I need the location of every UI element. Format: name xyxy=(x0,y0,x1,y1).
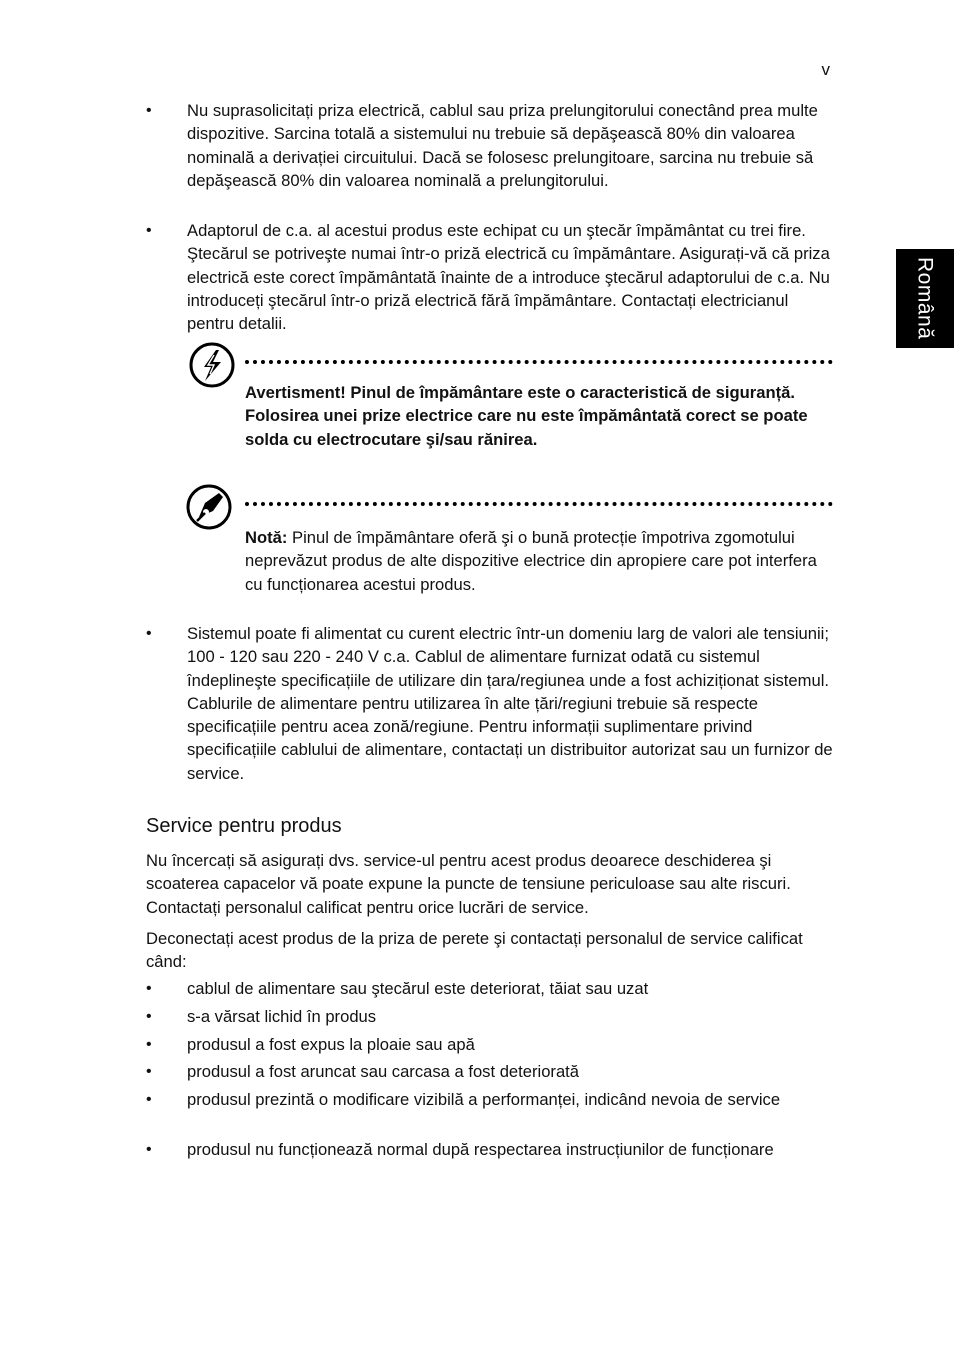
list-item xyxy=(146,622,836,785)
language-tab-label: Română xyxy=(913,257,937,340)
language-tab xyxy=(896,249,954,348)
list-item xyxy=(146,1033,836,1056)
bullet-icon: • xyxy=(146,980,152,997)
note-divider xyxy=(245,502,833,506)
warning-text: Avertisment! Pinul de împământare este o caracteristică de siguranță. Folosirea unei prize electrice care nu este împământată corect se poate solda cu electrocutare şi/sau rănirea. xyxy=(245,383,808,449)
list-item-text: Sistemul poate fi alimentat cu curent electric într-un domeniu larg de valori ale tensiunii; 100 - 120 sau 220 - 240 V c.a. Cablul de alimentare furnizat odată cu sistemul îndeplineşte specificațiile de utilizare din țara/regiunea unde a fost achiziționat sistemul. Cablurile de alimentare pentru utilizarea în alte țări/regiuni trebuie să respecte specificațiile pentru acea zonă/regiune. Pentru informații suplimentare privind specificațiile cablului de alimentare, contactați un distribuitor autorizat sau un furnizor de service. xyxy=(187,624,833,783)
list-item-text: produsul a fost expus la ploaie sau apă xyxy=(187,1035,475,1054)
list-item-text: produsul nu funcționează normal după respectarea instrucțiunilor de funcționare xyxy=(187,1140,774,1159)
bullet-icon: • xyxy=(146,222,152,239)
bullet-icon: • xyxy=(146,1063,152,1080)
warning-divider xyxy=(245,360,833,364)
lightning-warning-icon xyxy=(188,341,236,395)
bullet-icon: • xyxy=(146,625,152,642)
list-item xyxy=(146,1005,836,1028)
paragraph: Deconectați acest produs de la priza de perete şi contactați personalul de service calificat când: xyxy=(146,929,803,972)
page-number: v xyxy=(821,60,830,79)
bullet-icon: • xyxy=(146,1141,152,1158)
paragraph: Nu încercați să asigurați dvs. service-ul pentru acest produs deoarece deschiderea şi scoaterea capacelor vă poate expune la puncte de tensiune periculoase sau alte riscuri. Contactați personalul calificat pentru orice lucrări de service. xyxy=(146,851,791,917)
note-label: Notă: xyxy=(245,528,288,547)
list-item-text: produsul a fost aruncat sau carcasa a fost deteriorată xyxy=(187,1062,580,1081)
note-text: Pinul de împământare oferă şi o bună protecție împotriva zgomotului neprevăzut produs de alte dispozitive electrice din apropiere care pot interfera cu funcționarea acestui produs. xyxy=(245,528,817,594)
list-item xyxy=(146,1088,836,1111)
list-item-text: Adaptorul de c.a. al acestui produs este echipat cu un ştecăr împământat cu trei fire. Ştecărul se potriveşte numai într-o priză electrică cu împământare. Asigurați-vă că priza electrică este corect împământată înainte de a introduce ştecărul adaptorului de c.a. Nu introduceți ştecărul într-o priză electrică fără împământare. Contactați electricianul pentru detalii. xyxy=(187,221,830,334)
bullet-icon: • xyxy=(146,1036,152,1053)
list-item-text: Nu suprasolicitați priza electrică, cablul sau priza prelungitorului conectând prea multe dispozitive. Sarcina totală a sistemului nu trebuie să depăşească 80% din valoarea nominală a derivației circuitului. Dacă se folosesc prelungitoare, sarcina nu trebuie să depăşească 80% din valoarea nominală a prelungitorului. xyxy=(187,101,818,190)
list-item-text: produsul prezintă o modificare vizibilă a performanței, indicând nevoia de service xyxy=(187,1090,781,1109)
bullet-icon: • xyxy=(146,102,152,119)
note-icon xyxy=(185,483,233,537)
section-heading: Service pentru produs xyxy=(146,815,342,837)
note-text-block xyxy=(245,526,835,596)
list-item xyxy=(146,1138,836,1161)
list-item xyxy=(146,219,836,335)
bullet-icon: • xyxy=(146,1008,152,1025)
list-item-text: cablul de alimentare sau ştecărul este deteriorat, tăiat sau uzat xyxy=(187,979,649,998)
bullet-icon: • xyxy=(146,1091,152,1108)
list-item xyxy=(146,1060,836,1083)
list-item-text: s-a vărsat lichid în produs xyxy=(187,1007,377,1026)
list-item xyxy=(146,977,836,1000)
list-item xyxy=(146,99,836,192)
